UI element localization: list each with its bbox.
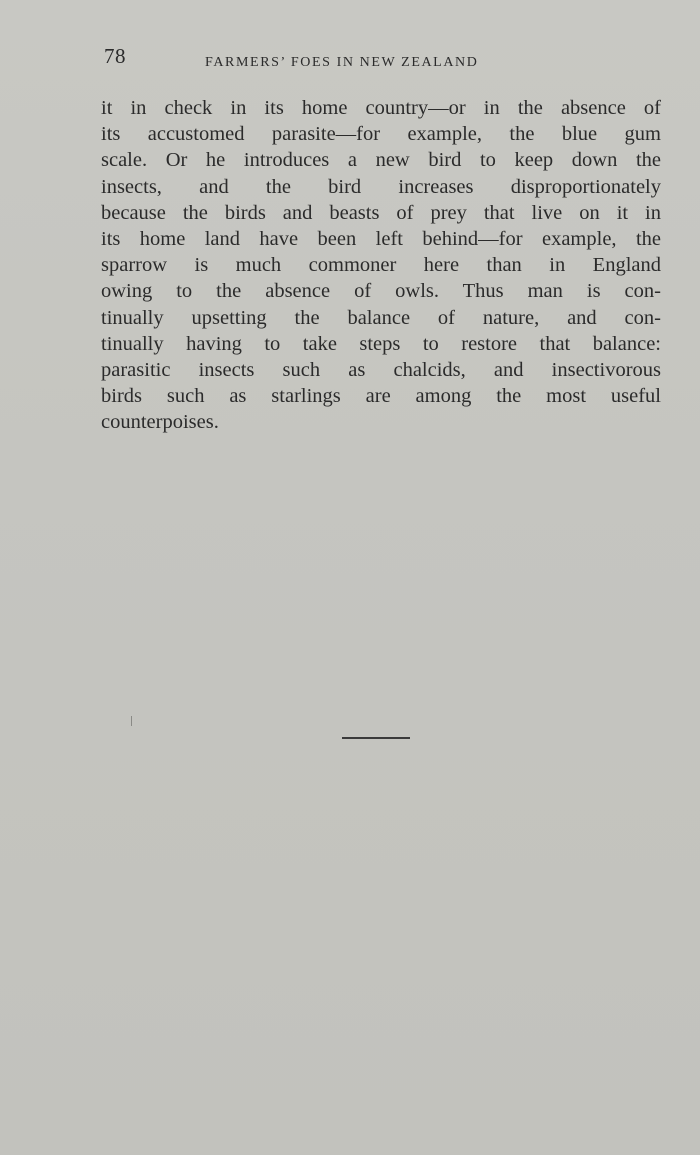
text-line: tinually having to take steps to restore that balance:: [101, 332, 661, 355]
page-number: 78: [104, 44, 126, 68]
text-line: parasitic insects such as chalcids, and insectivorous: [101, 358, 661, 381]
text-line: its accustomed parasite—for example, the blue gum: [101, 123, 661, 146]
text-line: sparrow is much commoner here than in England: [101, 254, 661, 277]
paper-blemish: [131, 716, 132, 726]
text-line: tinually upsetting the balance of nature, and con-: [101, 306, 661, 329]
text-line: scale. Or he introduces a new bird to keep down the: [101, 149, 661, 172]
text-line: insects, and the bird increases disproportionately: [101, 175, 661, 198]
text-line: because the birds and beasts of prey that live on it in: [101, 201, 661, 224]
section-end-rule: [342, 737, 410, 739]
text-line: its home land have been left behind—for example, the: [101, 227, 661, 250]
text-line: counterpoises.: [101, 411, 219, 434]
body-paragraph: [101, 95, 661, 435]
text-line: birds such as starlings are among the most useful: [101, 385, 661, 408]
text-line: it in check in its home country—or in the absence of: [101, 97, 661, 119]
running-head: FARMERS’ FOES IN NEW ZEALAND: [205, 55, 479, 70]
text-line: owing to the absence of owls. Thus man is con-: [101, 280, 661, 303]
